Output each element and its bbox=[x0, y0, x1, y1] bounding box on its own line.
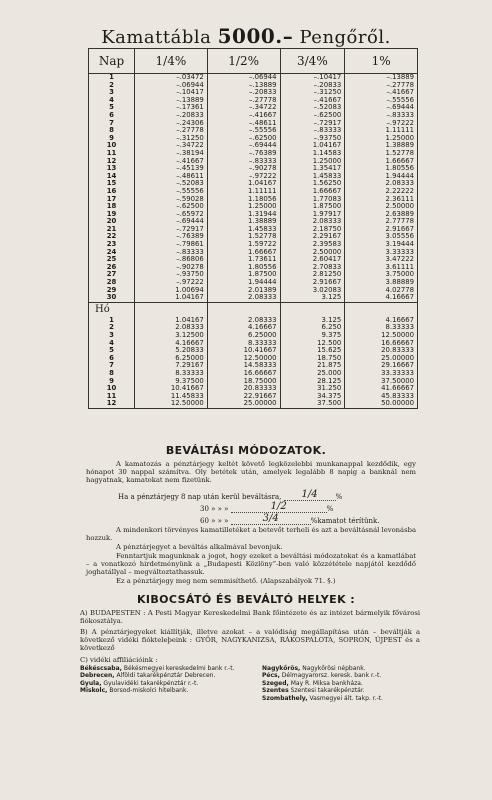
row-period: 13 bbox=[89, 165, 135, 173]
row-period: 23 bbox=[89, 241, 135, 249]
row-interest-value: 1.25000 bbox=[345, 135, 418, 143]
row-interest-value: 2.08333 bbox=[135, 324, 208, 332]
row-interest-value: 4.02778 bbox=[345, 287, 418, 295]
row-interest-value: 2.50000 bbox=[345, 203, 418, 211]
affiliation-item bbox=[80, 665, 246, 672]
row-interest-value: –.90278 bbox=[207, 165, 280, 173]
row-interest-value: –.83333 bbox=[207, 158, 280, 166]
row-interest-value: –.65972 bbox=[135, 211, 208, 219]
row-interest-value: 16.66667 bbox=[207, 370, 280, 378]
separator-cell bbox=[207, 302, 280, 317]
row-interest-value: 2.81250 bbox=[280, 271, 345, 279]
affiliation-city: Szeged, bbox=[262, 679, 289, 687]
line-8-blank bbox=[284, 489, 336, 501]
row-interest-value: 2.77778 bbox=[345, 218, 418, 226]
row-interest-value: –.52083 bbox=[135, 180, 208, 188]
row-interest-value: –.69444 bbox=[207, 142, 280, 150]
row-interest-value: 1.45833 bbox=[280, 173, 345, 181]
row-interest-value: 2.91667 bbox=[345, 226, 418, 234]
row-interest-value: 2.29167 bbox=[280, 233, 345, 241]
row-interest-value: 3.61111 bbox=[345, 264, 418, 272]
row-interest-value: 2.36111 bbox=[345, 196, 418, 204]
row-interest-value: –.55556 bbox=[135, 188, 208, 196]
row-period: 21 bbox=[89, 226, 135, 234]
row-interest-value: 2.08333 bbox=[207, 294, 280, 302]
row-interest-value: 3.47222 bbox=[345, 256, 418, 264]
row-interest-value: –.03472 bbox=[135, 74, 208, 82]
row-period: 8 bbox=[89, 127, 135, 135]
row-interest-value: 22.91667 bbox=[207, 393, 280, 401]
row-interest-value: 12.50000 bbox=[207, 355, 280, 363]
affiliation-list-right bbox=[262, 665, 426, 702]
table-row bbox=[89, 294, 418, 302]
row-interest-value: –.20833 bbox=[207, 89, 280, 97]
affiliation-item bbox=[80, 672, 246, 679]
row-interest-value: –.62500 bbox=[207, 135, 280, 143]
separator-cell bbox=[135, 302, 208, 317]
row-period: 2 bbox=[89, 82, 135, 90]
row-interest-value: 1.45833 bbox=[207, 226, 280, 234]
bevaltasi-paragraph-4: Fenntartjuk magunknak a jogot, hogy ezeket a beváltási módozatokat és a kamatlábat – a vonatkozó hirdetményünk a „Budapesti Közlöny”-ben való közzététele napjától kezdődő joghatállyal – megváltoztathassuk. bbox=[86, 552, 416, 577]
table-row bbox=[89, 400, 418, 408]
row-period: 18 bbox=[89, 203, 135, 211]
row-interest-value: –.13889 bbox=[345, 74, 418, 82]
line-60-text: 60 » » » bbox=[200, 517, 229, 525]
row-interest-value: 2.91667 bbox=[280, 279, 345, 287]
row-interest-value: 1.04167 bbox=[280, 142, 345, 150]
affiliation-bank: Vasmegyei ált. takp. r.-t. bbox=[309, 694, 383, 702]
table-header-row bbox=[89, 49, 418, 74]
row-period: 12 bbox=[89, 400, 135, 408]
row-interest-value: 1.80556 bbox=[345, 165, 418, 173]
table-body bbox=[89, 74, 418, 409]
separator-cell bbox=[345, 302, 418, 317]
row-period: 27 bbox=[89, 271, 135, 279]
affiliation-bank: May R. Miksa bankháza. bbox=[290, 679, 363, 687]
row-interest-value: 1.04167 bbox=[135, 294, 208, 302]
row-interest-value: 6.25000 bbox=[207, 332, 280, 340]
row-interest-value: 2.63889 bbox=[345, 211, 418, 219]
row-interest-value: –.27778 bbox=[135, 127, 208, 135]
row-period: 9 bbox=[89, 378, 135, 386]
row-interest-value: 4.16667 bbox=[345, 294, 418, 302]
row-interest-value: –.27778 bbox=[207, 97, 280, 105]
row-interest-value: 3.75000 bbox=[345, 271, 418, 279]
affiliation-item bbox=[262, 695, 426, 702]
affiliation-item bbox=[262, 665, 426, 672]
month-label: Hó bbox=[89, 302, 135, 317]
row-period: 26 bbox=[89, 264, 135, 272]
row-period: 11 bbox=[89, 150, 135, 158]
row-interest-value: 1.66667 bbox=[280, 188, 345, 196]
row-interest-value: 10.41667 bbox=[135, 385, 208, 393]
row-interest-value: 3.12500 bbox=[135, 332, 208, 340]
kibocsato-budapest: A) BUDAPESTEN : A Pesti Magyar Kereskedelmi Bank főintézete és az intézet bármelyik fővárosi fiókosztálya. bbox=[80, 609, 420, 626]
row-interest-value: –.97222 bbox=[135, 279, 208, 287]
row-interest-value: –.55556 bbox=[345, 97, 418, 105]
line-8-suffix: % bbox=[335, 493, 343, 501]
row-interest-value: 12.50000 bbox=[135, 400, 208, 408]
affiliation-item bbox=[262, 680, 426, 687]
row-interest-value: 45.83333 bbox=[345, 393, 418, 401]
row-interest-value: –.83333 bbox=[280, 127, 345, 135]
row-period: 1 bbox=[89, 74, 135, 82]
bevaltasi-paragraph-3: A pénztárjegyet a beváltás alkalmával bevonjuk. bbox=[116, 543, 283, 551]
row-interest-value: 25.00000 bbox=[207, 400, 280, 408]
row-interest-value: 25.000 bbox=[280, 370, 345, 378]
line-8-ink: 1/4 bbox=[301, 489, 318, 500]
row-interest-value: 1.87500 bbox=[207, 271, 280, 279]
row-interest-value: 1.11111 bbox=[345, 127, 418, 135]
bevaltasi-paragraph-1: A kamatozás a pénztárjegy keltét követő legközelebbi munkanappal kezdődik, egy hónapot 30 nappal számítva. Oly betétek után, amelyek legalább 8 napig a banknál nem hagyatnak, kamatokat nem fizetünk. bbox=[86, 460, 416, 485]
bevaltasi-heading: BEVÁLTÁSI MÓDOZATOK. bbox=[165, 444, 327, 457]
row-interest-value: –.52083 bbox=[280, 104, 345, 112]
line-30-blank bbox=[231, 501, 327, 513]
row-interest-value: 37.50000 bbox=[345, 378, 418, 386]
separator-cell bbox=[280, 302, 345, 317]
row-interest-value: 1.14583 bbox=[280, 150, 345, 158]
row-interest-value: 3.125 bbox=[280, 317, 345, 325]
row-interest-value: –.31250 bbox=[280, 89, 345, 97]
row-interest-value: 1.31944 bbox=[207, 211, 280, 219]
row-interest-value: 1.94444 bbox=[207, 279, 280, 287]
row-period: 7 bbox=[89, 362, 135, 370]
row-interest-value: –.13889 bbox=[207, 82, 280, 90]
row-interest-value: 12.50000 bbox=[345, 332, 418, 340]
row-interest-value: 1.11111 bbox=[207, 188, 280, 196]
row-interest-value: 1.56250 bbox=[280, 180, 345, 188]
row-interest-value: 6.250 bbox=[280, 324, 345, 332]
bevaltasi-paragraph-5: Ez a pénztárjegy meg nem semmisíthető. (Alapszabályok 71. §.) bbox=[116, 577, 336, 585]
row-interest-value: 16.66667 bbox=[345, 340, 418, 348]
row-interest-value: 14.58333 bbox=[207, 362, 280, 370]
row-interest-value: –.72917 bbox=[280, 120, 345, 128]
row-interest-value: 18.75000 bbox=[207, 378, 280, 386]
row-interest-value: –.20833 bbox=[280, 82, 345, 90]
affiliation-city: Szentes bbox=[262, 687, 289, 695]
affiliation-bank: Szentesi takarékpénztár. bbox=[290, 687, 365, 695]
bevaltas-line-30 bbox=[200, 501, 333, 513]
row-interest-value: 4.16667 bbox=[345, 317, 418, 325]
row-interest-value: 1.25000 bbox=[280, 158, 345, 166]
row-interest-value: 29.16667 bbox=[345, 362, 418, 370]
row-interest-value: 7.29167 bbox=[135, 362, 208, 370]
row-interest-value: 8.33333 bbox=[135, 370, 208, 378]
row-interest-value: –.62500 bbox=[280, 112, 345, 120]
line-60-ink: 3/4 bbox=[262, 513, 279, 524]
row-period: 16 bbox=[89, 188, 135, 196]
row-interest-value: 37.500 bbox=[280, 400, 345, 408]
row-interest-value: –.97222 bbox=[207, 173, 280, 181]
title-amount: 5000.– bbox=[217, 24, 294, 48]
row-interest-value: 11.45833 bbox=[135, 393, 208, 401]
row-interest-value: 21.875 bbox=[280, 362, 345, 370]
affiliation-city: Pécs, bbox=[262, 672, 280, 680]
row-interest-value: 1.94444 bbox=[345, 173, 418, 181]
row-interest-value: –.45139 bbox=[135, 165, 208, 173]
row-interest-value: –.83333 bbox=[135, 249, 208, 257]
line-60-blank bbox=[231, 513, 311, 525]
row-interest-value: 2.22222 bbox=[345, 188, 418, 196]
bevaltas-line-60 bbox=[200, 513, 379, 525]
affiliation-item bbox=[80, 680, 246, 687]
header-one-percent: 1% bbox=[345, 49, 418, 74]
row-period: 8 bbox=[89, 370, 135, 378]
row-interest-value: 8.33333 bbox=[345, 324, 418, 332]
line-30-text: 30 » » » bbox=[200, 505, 229, 513]
header-nap: Nap bbox=[89, 49, 135, 74]
row-interest-value: 20.83333 bbox=[207, 385, 280, 393]
row-period: 5 bbox=[89, 104, 135, 112]
row-period: 7 bbox=[89, 120, 135, 128]
affiliation-bank: Délmagyarorsz. keresk. bank r.-t. bbox=[281, 672, 382, 680]
row-interest-value: –.93750 bbox=[135, 271, 208, 279]
row-interest-value: 3.125 bbox=[280, 294, 345, 302]
line-8-text: Ha a pénztárjegy 8 nap után kerül beváltásra, bbox=[118, 493, 282, 501]
row-interest-value: –.10417 bbox=[135, 89, 208, 97]
row-interest-value: 2.50000 bbox=[280, 249, 345, 257]
row-period: 29 bbox=[89, 287, 135, 295]
row-interest-value: 1.04167 bbox=[135, 317, 208, 325]
row-interest-value: –.41667 bbox=[280, 97, 345, 105]
affiliation-city: Nagykőrös, bbox=[262, 665, 301, 672]
row-interest-value: –.83333 bbox=[345, 112, 418, 120]
row-interest-value: 31.250 bbox=[280, 385, 345, 393]
affiliation-bank: Nagykőrösi népbank. bbox=[302, 665, 366, 672]
row-interest-value: 50.00000 bbox=[345, 400, 418, 408]
row-interest-value: –.69444 bbox=[135, 218, 208, 226]
row-interest-value: –.41667 bbox=[135, 158, 208, 166]
row-interest-value: 1.97917 bbox=[280, 211, 345, 219]
row-interest-value: –.69444 bbox=[345, 104, 418, 112]
header-half-percent: 1/2% bbox=[207, 49, 280, 74]
row-period: 9 bbox=[89, 135, 135, 143]
row-period: 3 bbox=[89, 89, 135, 97]
row-interest-value: –.76389 bbox=[207, 150, 280, 158]
row-interest-value: 2.60417 bbox=[280, 256, 345, 264]
row-interest-value: 41.66667 bbox=[345, 385, 418, 393]
affiliation-city: Debrecen, bbox=[80, 672, 115, 680]
row-interest-value: 1.18056 bbox=[207, 196, 280, 204]
affiliation-bank: Gyulavidéki takarékpénztár r.-t. bbox=[103, 679, 199, 687]
affiliation-item bbox=[80, 687, 246, 694]
row-interest-value: 15.625 bbox=[280, 347, 345, 355]
row-interest-value: 33.33333 bbox=[345, 370, 418, 378]
kibocsato-affiliaciok: C) vidéki affiliációink : bbox=[80, 656, 158, 664]
row-interest-value: 2.18750 bbox=[280, 226, 345, 234]
row-interest-value: –.48611 bbox=[135, 173, 208, 181]
row-period: 4 bbox=[89, 340, 135, 348]
row-interest-value: 1.00694 bbox=[135, 287, 208, 295]
affiliation-city: Gyula, bbox=[80, 679, 102, 687]
row-interest-value: 1.66667 bbox=[207, 249, 280, 257]
row-interest-value: –.62500 bbox=[135, 203, 208, 211]
row-interest-value: 1.25000 bbox=[207, 203, 280, 211]
row-period: 5 bbox=[89, 347, 135, 355]
row-interest-value: –.86806 bbox=[135, 256, 208, 264]
row-interest-value: 3.05556 bbox=[345, 233, 418, 241]
row-interest-value: –.90278 bbox=[135, 264, 208, 272]
row-interest-value: 2.08333 bbox=[345, 180, 418, 188]
row-interest-value: –.10417 bbox=[280, 74, 345, 82]
bevaltasi-paragraph-2: A mindenkori törvényes kamatilletéket a betevőt terheli és azt a beváltásnál levonásba hozzuk. bbox=[86, 526, 416, 543]
row-interest-value: 1.87500 bbox=[280, 203, 345, 211]
row-period: 15 bbox=[89, 180, 135, 188]
title-prefix: Kamattábla bbox=[101, 27, 212, 48]
row-interest-value: –.20833 bbox=[135, 112, 208, 120]
row-interest-value: 9.37500 bbox=[135, 378, 208, 386]
row-interest-value: 1.66667 bbox=[345, 158, 418, 166]
row-interest-value: –.06944 bbox=[207, 74, 280, 82]
row-period: 19 bbox=[89, 211, 135, 219]
affiliation-city: Békéscsaba, bbox=[80, 665, 122, 672]
row-interest-value: 1.77083 bbox=[280, 196, 345, 204]
row-interest-value: 4.16667 bbox=[135, 340, 208, 348]
row-interest-value: 1.35417 bbox=[280, 165, 345, 173]
row-period: 6 bbox=[89, 112, 135, 120]
row-interest-value: 2.70833 bbox=[280, 264, 345, 272]
row-period: 3 bbox=[89, 332, 135, 340]
affiliation-bank: Békésmegyei kereskedelmi bank r.-t. bbox=[123, 665, 235, 672]
affiliation-bank: Borsod-miskolci hitelbank. bbox=[109, 687, 189, 695]
kibocsato-heading: KIBOCSÁTÓ ÉS BEVÁLTÓ HELYEK : bbox=[136, 593, 356, 606]
row-interest-value: 1.38889 bbox=[345, 142, 418, 150]
row-interest-value: 3.88889 bbox=[345, 279, 418, 287]
header-quarter-percent: 1/4% bbox=[135, 49, 208, 74]
row-interest-value: 2.08333 bbox=[280, 218, 345, 226]
row-period: 12 bbox=[89, 158, 135, 166]
row-interest-value: –.97222 bbox=[345, 120, 418, 128]
row-interest-value: 9.375 bbox=[280, 332, 345, 340]
row-interest-value: 10.41667 bbox=[207, 347, 280, 355]
row-interest-value: 18.750 bbox=[280, 355, 345, 363]
row-interest-value: 2.39583 bbox=[280, 241, 345, 249]
row-interest-value: –.55556 bbox=[207, 127, 280, 135]
row-period: 4 bbox=[89, 97, 135, 105]
row-interest-value: –.31250 bbox=[135, 135, 208, 143]
row-period: 10 bbox=[89, 142, 135, 150]
line-30-ink: 1/2 bbox=[270, 501, 287, 512]
row-interest-value: 28.125 bbox=[280, 378, 345, 386]
row-interest-value: –.27778 bbox=[345, 82, 418, 90]
row-interest-value: 3.33333 bbox=[345, 249, 418, 257]
row-period: 30 bbox=[89, 294, 135, 302]
row-interest-value: 1.04167 bbox=[207, 180, 280, 188]
affiliation-item bbox=[262, 672, 426, 679]
affiliation-bank: Alföldi takarékpénztár Debrecen. bbox=[116, 672, 216, 680]
row-interest-value: 2.08333 bbox=[207, 317, 280, 325]
row-interest-value: –.93750 bbox=[280, 135, 345, 143]
row-period: 22 bbox=[89, 233, 135, 241]
row-interest-value: 20.83333 bbox=[345, 347, 418, 355]
affiliation-item bbox=[262, 687, 426, 694]
row-interest-value: 1.59722 bbox=[207, 241, 280, 249]
affiliation-city: Miskolc, bbox=[80, 687, 108, 695]
row-interest-value: –.38194 bbox=[135, 150, 208, 158]
row-interest-value: –.41667 bbox=[207, 112, 280, 120]
page-title bbox=[0, 24, 492, 48]
row-interest-value: 1.73611 bbox=[207, 256, 280, 264]
row-period: 17 bbox=[89, 196, 135, 204]
header-three-quarter-percent: 3/4% bbox=[280, 49, 345, 74]
row-interest-value: –.34722 bbox=[135, 142, 208, 150]
row-interest-value: 6.25000 bbox=[135, 355, 208, 363]
row-interest-value: 8.33333 bbox=[207, 340, 280, 348]
affiliation-list-left bbox=[80, 665, 246, 695]
row-period: 25 bbox=[89, 256, 135, 264]
row-interest-value: 3.02083 bbox=[280, 287, 345, 295]
row-period: 14 bbox=[89, 173, 135, 181]
row-interest-value: –.72917 bbox=[135, 226, 208, 234]
row-interest-value: –.06944 bbox=[135, 82, 208, 90]
row-period: 11 bbox=[89, 393, 135, 401]
line-30-suffix: % bbox=[326, 505, 334, 513]
affiliation-city: Szombathely, bbox=[262, 694, 308, 702]
row-interest-value: 1.80556 bbox=[207, 264, 280, 272]
row-interest-value: –.76389 bbox=[135, 233, 208, 241]
row-interest-value: –.79861 bbox=[135, 241, 208, 249]
row-interest-value: 2.01389 bbox=[207, 287, 280, 295]
row-interest-value: –.34722 bbox=[207, 104, 280, 112]
row-period: 20 bbox=[89, 218, 135, 226]
row-interest-value: –.13889 bbox=[135, 97, 208, 105]
row-interest-value: 1.52778 bbox=[345, 150, 418, 158]
line-60-suffix: %kamatot térítünk. bbox=[310, 517, 380, 525]
row-period: 10 bbox=[89, 385, 135, 393]
row-interest-value: –.17361 bbox=[135, 104, 208, 112]
row-interest-value: 34.375 bbox=[280, 393, 345, 401]
row-interest-value: 1.38889 bbox=[207, 218, 280, 226]
row-interest-value: –.41667 bbox=[345, 89, 418, 97]
row-interest-value: –.24306 bbox=[135, 120, 208, 128]
row-interest-value: 25.00000 bbox=[345, 355, 418, 363]
row-period: 28 bbox=[89, 279, 135, 287]
row-interest-value: 5.20833 bbox=[135, 347, 208, 355]
row-period: 2 bbox=[89, 324, 135, 332]
bevaltas-line-8 bbox=[118, 489, 342, 501]
row-interest-value: 12.500 bbox=[280, 340, 345, 348]
row-period: 1 bbox=[89, 317, 135, 325]
row-interest-value: 4.16667 bbox=[207, 324, 280, 332]
row-period: 6 bbox=[89, 355, 135, 363]
row-interest-value: –.59028 bbox=[135, 196, 208, 204]
row-interest-value: –.48611 bbox=[207, 120, 280, 128]
row-interest-value: 1.52778 bbox=[207, 233, 280, 241]
title-suffix: Pengőről. bbox=[299, 27, 391, 48]
month-section-row bbox=[89, 302, 418, 317]
kibocsato-fioktelepek: B) A pénztárjegyeket kiállítják, illetve azokat – a valódiság megállapítása után – beváltják a következő vidéki fiókteleþeink : GYŐR, NAGYKANIZSA, RÁKOSPALOTA, SOPRON, ÚJPEST és a következő bbox=[80, 628, 420, 653]
row-interest-value: 3.19444 bbox=[345, 241, 418, 249]
row-period: 24 bbox=[89, 249, 135, 257]
interest-table bbox=[88, 48, 418, 409]
